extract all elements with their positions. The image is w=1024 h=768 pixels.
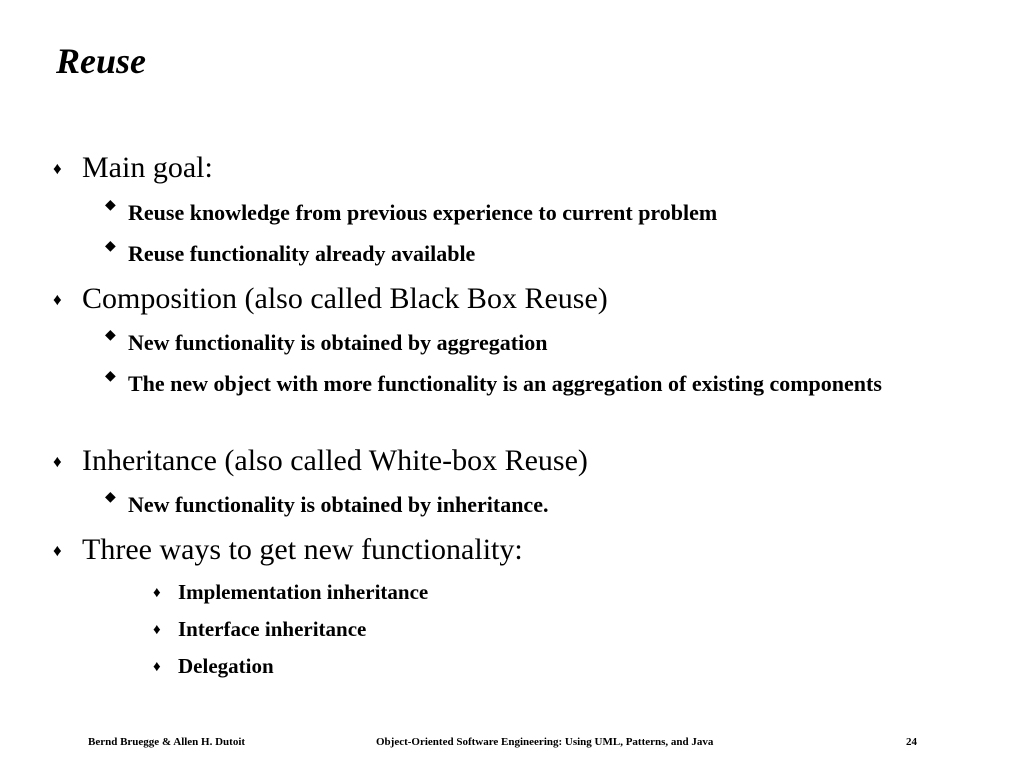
diamond-bullet-icon: ♦ xyxy=(53,541,62,560)
sub-bullet xyxy=(105,238,968,270)
bullet-composition xyxy=(53,282,608,317)
diamond-bullet-icon: ♦ xyxy=(153,659,161,675)
bullet-text: Composition (also called Black Box Reuse) xyxy=(82,282,608,315)
sub-bullet xyxy=(105,368,968,400)
bullet-three-ways xyxy=(53,533,523,568)
sub-bullet-text: The new object with more functionality is an aggregation of existing components xyxy=(128,371,882,396)
diamond-bullet-icon: ◆ xyxy=(105,369,116,384)
sub-bullet xyxy=(105,489,968,521)
sub-sub-bullet-text: Delegation xyxy=(178,654,274,678)
sub-sub-bullet xyxy=(153,617,367,642)
diamond-bullet-icon: ◆ xyxy=(105,490,116,505)
slide-title: Reuse xyxy=(56,41,146,81)
diamond-bullet-icon: ◆ xyxy=(105,198,116,213)
sub-bullet xyxy=(105,197,968,229)
bullet-inheritance xyxy=(53,444,588,479)
footer-authors: Bernd Bruegge & Allen H. Dutoit xyxy=(88,736,246,748)
bullet-text: Main goal: xyxy=(82,151,213,184)
sub-sub-bullet xyxy=(153,654,274,679)
diamond-bullet-icon: ♦ xyxy=(53,290,62,309)
sub-sub-bullet xyxy=(153,580,429,605)
sub-bullet xyxy=(105,327,968,359)
diamond-bullet-icon: ◆ xyxy=(105,328,116,343)
footer-page-number: 24 xyxy=(906,736,917,748)
sub-bullet-text: New functionality is obtained by aggregation xyxy=(128,330,548,355)
sub-bullet-text: New functionality is obtained by inheritance. xyxy=(128,492,549,517)
sub-sub-bullet-text: Interface inheritance xyxy=(178,617,367,641)
diamond-bullet-icon: ♦ xyxy=(53,159,62,178)
bullet-text: Inheritance (also called White-box Reuse) xyxy=(82,444,588,477)
bullet-main-goal xyxy=(53,151,213,186)
diamond-bullet-icon: ♦ xyxy=(53,452,62,471)
diamond-bullet-icon: ♦ xyxy=(153,622,161,638)
sub-bullet-text: Reuse knowledge from previous experience to current problem xyxy=(128,200,718,225)
footer-book-title: Object-Oriented Software Engineering: Using UML, Patterns, and Java xyxy=(376,736,714,748)
diamond-bullet-icon: ♦ xyxy=(153,585,161,601)
bullet-text: Three ways to get new functionality: xyxy=(82,533,523,566)
diamond-bullet-icon: ◆ xyxy=(105,239,116,254)
sub-sub-bullet-text: Implementation inheritance xyxy=(178,580,429,604)
sub-bullet-text: Reuse functionality already available xyxy=(128,241,476,266)
